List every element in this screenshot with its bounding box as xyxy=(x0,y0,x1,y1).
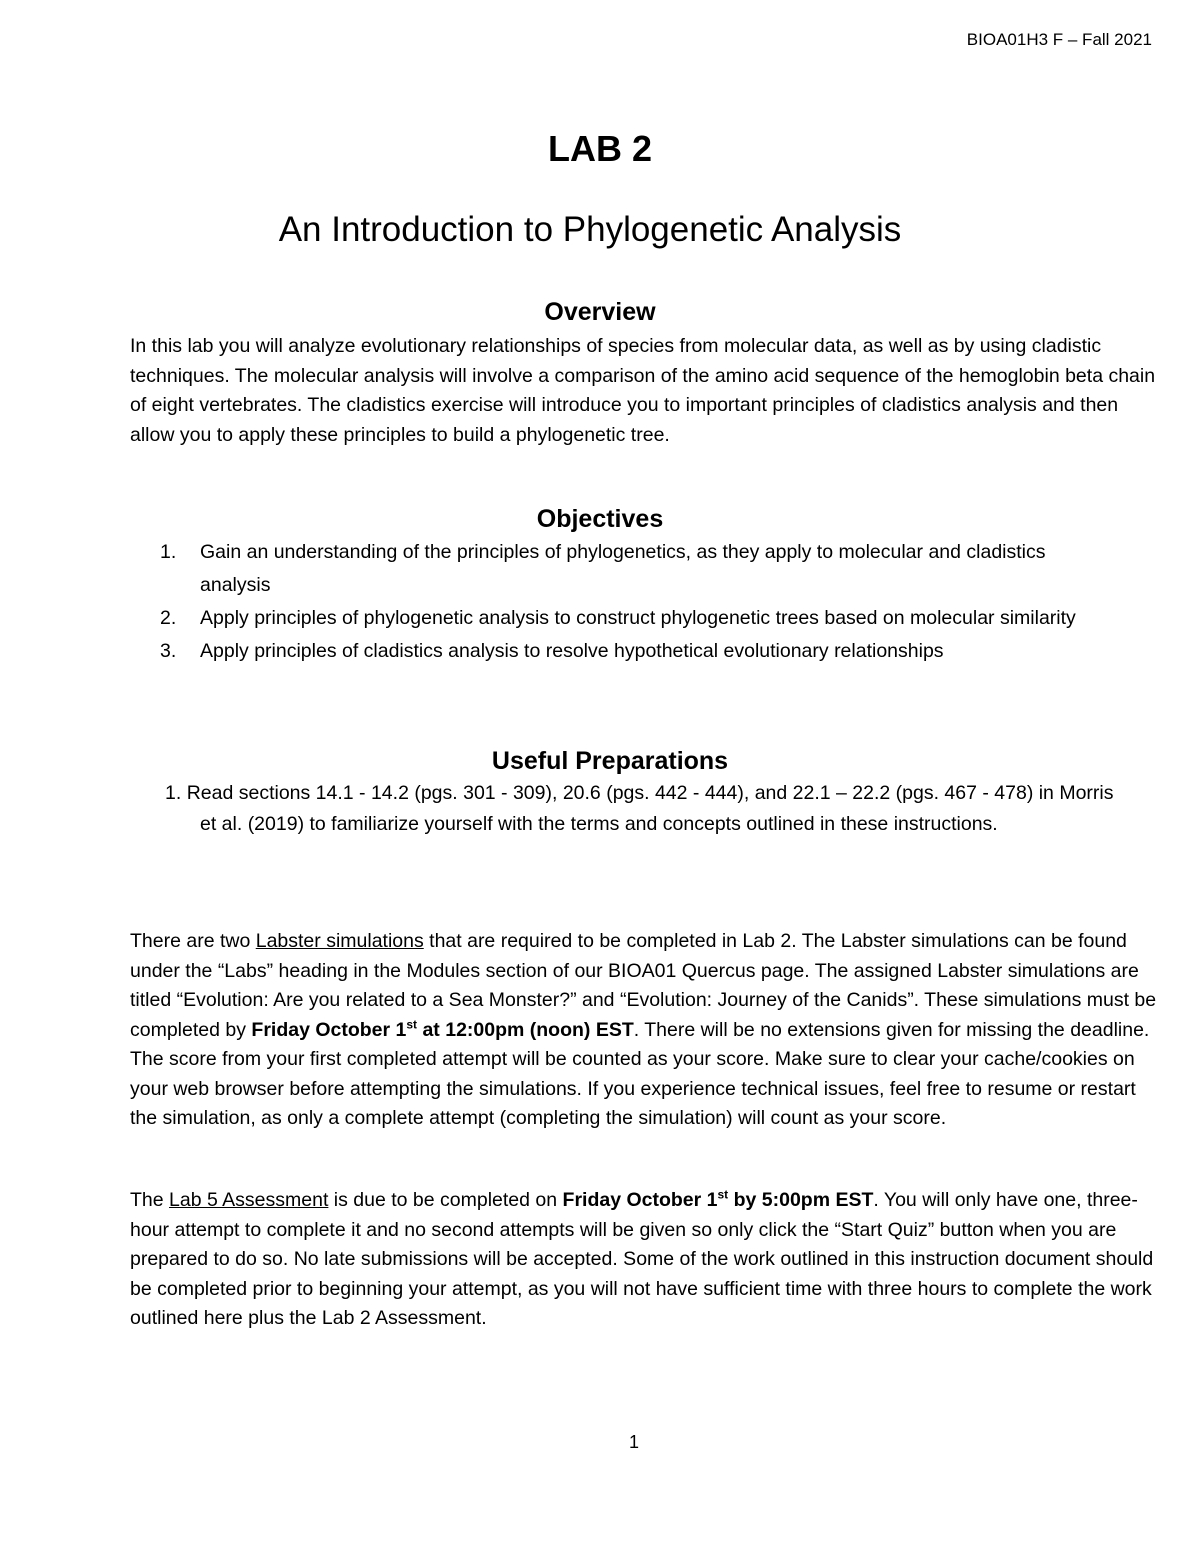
assessment-paragraph xyxy=(130,1186,1160,1334)
assessment-deadline-date: Friday October 1 xyxy=(562,1189,718,1211)
labster-text-1: There are two xyxy=(130,930,256,952)
lab-title: LAB 2 xyxy=(547,128,652,169)
labster-paragraph xyxy=(130,927,1160,1134)
list-item xyxy=(160,536,1080,602)
list-item xyxy=(160,602,1080,635)
objectives-heading: Objectives xyxy=(536,505,664,533)
list-number: 1. xyxy=(160,541,177,563)
assessment-deadline-time: by 5:00pm EST xyxy=(728,1189,874,1211)
preparations-heading: Useful Preparations xyxy=(491,747,729,775)
list-item-text: Gain an understanding of the principles of phylogenetics, as they apply to molecular and cladistics analysis xyxy=(200,541,1046,596)
assessment-text-3: . You will only have one, three-hour attempt to complete it and no second attempts will be given so only click the “Start Quiz” button when you are prepared to do so. No late submissions will be accepted. Some of the work outlined in this instruction document should be completed prior to beginning your attempt, as you will not have sufficient time with three hours to complete the work outlined here plus the Lab 2 Assessment. xyxy=(130,1189,1154,1329)
lab-subtitle: An Introduction to Phylogenetic Analysis xyxy=(278,210,902,249)
labster-simulations-link[interactable]: Labster simulations xyxy=(255,930,424,952)
list-item-text: Read sections 14.1 - 14.2 (pgs. 301 - 309), 20.6 (pgs. 442 - 444), and 22.1 – 22.2 (pgs. 467 - 478) in Morris et al. (2019) to familiarize yourself with the terms and concepts outlined in these instructions. xyxy=(186,782,1114,835)
list-item-text: Apply principles of cladistics analysis to resolve hypothetical evolutionary relationships xyxy=(200,640,944,662)
assessment-text-1: The xyxy=(130,1189,170,1211)
assessment-deadline-suffix: st xyxy=(717,1187,729,1202)
list-number: 3. xyxy=(160,640,177,662)
labster-deadline-suffix: st xyxy=(406,1017,418,1031)
labster-deadline-time: at 12:00pm (noon) EST xyxy=(417,1018,634,1041)
labster-deadline xyxy=(251,1019,633,1041)
assessment-deadline xyxy=(563,1189,874,1211)
labster-deadline-date: Friday October 1 xyxy=(251,1018,407,1041)
overview-text: In this lab you will analyze evolutionary relationships of species from molecular data, as well as by using cladistic techniques. The molecular analysis will involve a comparison of the amino acid sequence of the hemoglobin beta chain of eight vertebrates. The cladistics exercise will introduce you to important principles of cladistics analysis and then allow you to apply these principles to build a phylogenetic tree. xyxy=(130,335,1156,446)
labster-text-3: . There will be no extensions given for missing the deadline. The score from your first completed attempt will be counted as your score. Make sure to clear your cache/cookies on your web browser before attempting the simulations. If you experience technical issues, feel free to resume or restart the simulation, as only a complete attempt (completing the simulation) will count as your score. xyxy=(130,1018,1150,1129)
overview-heading: Overview xyxy=(544,298,656,326)
list-number: 2. xyxy=(160,607,177,629)
list-item xyxy=(160,635,1080,668)
list-item xyxy=(165,778,1125,840)
assessment-text-2: is due to be completed on xyxy=(328,1189,563,1211)
list-number: 1. xyxy=(165,782,182,804)
objectives-list xyxy=(160,536,1080,668)
list-item-text: Apply principles of phylogenetic analysis to construct phylogenetic trees based on molecular similarity xyxy=(200,607,1076,629)
page-header: BIOA01H3 F – Fall 2021 xyxy=(966,30,1152,49)
lab-assessment-link[interactable]: Lab 5 Assessment xyxy=(169,1189,329,1211)
page-number: 1 xyxy=(628,1432,639,1452)
preparations-list xyxy=(165,778,1125,840)
labster-text-2: that are required to be completed in Lab 2. The Labster simulations can be found under the “Labs” heading in the Modules section of our BIOA01 Quercus page. The assigned Labster simulations are titled “Evolution: Are you related to a Sea Monster?” and “Evolution: Journey of the Canids”. These simulations must be completed by xyxy=(130,930,1157,1041)
